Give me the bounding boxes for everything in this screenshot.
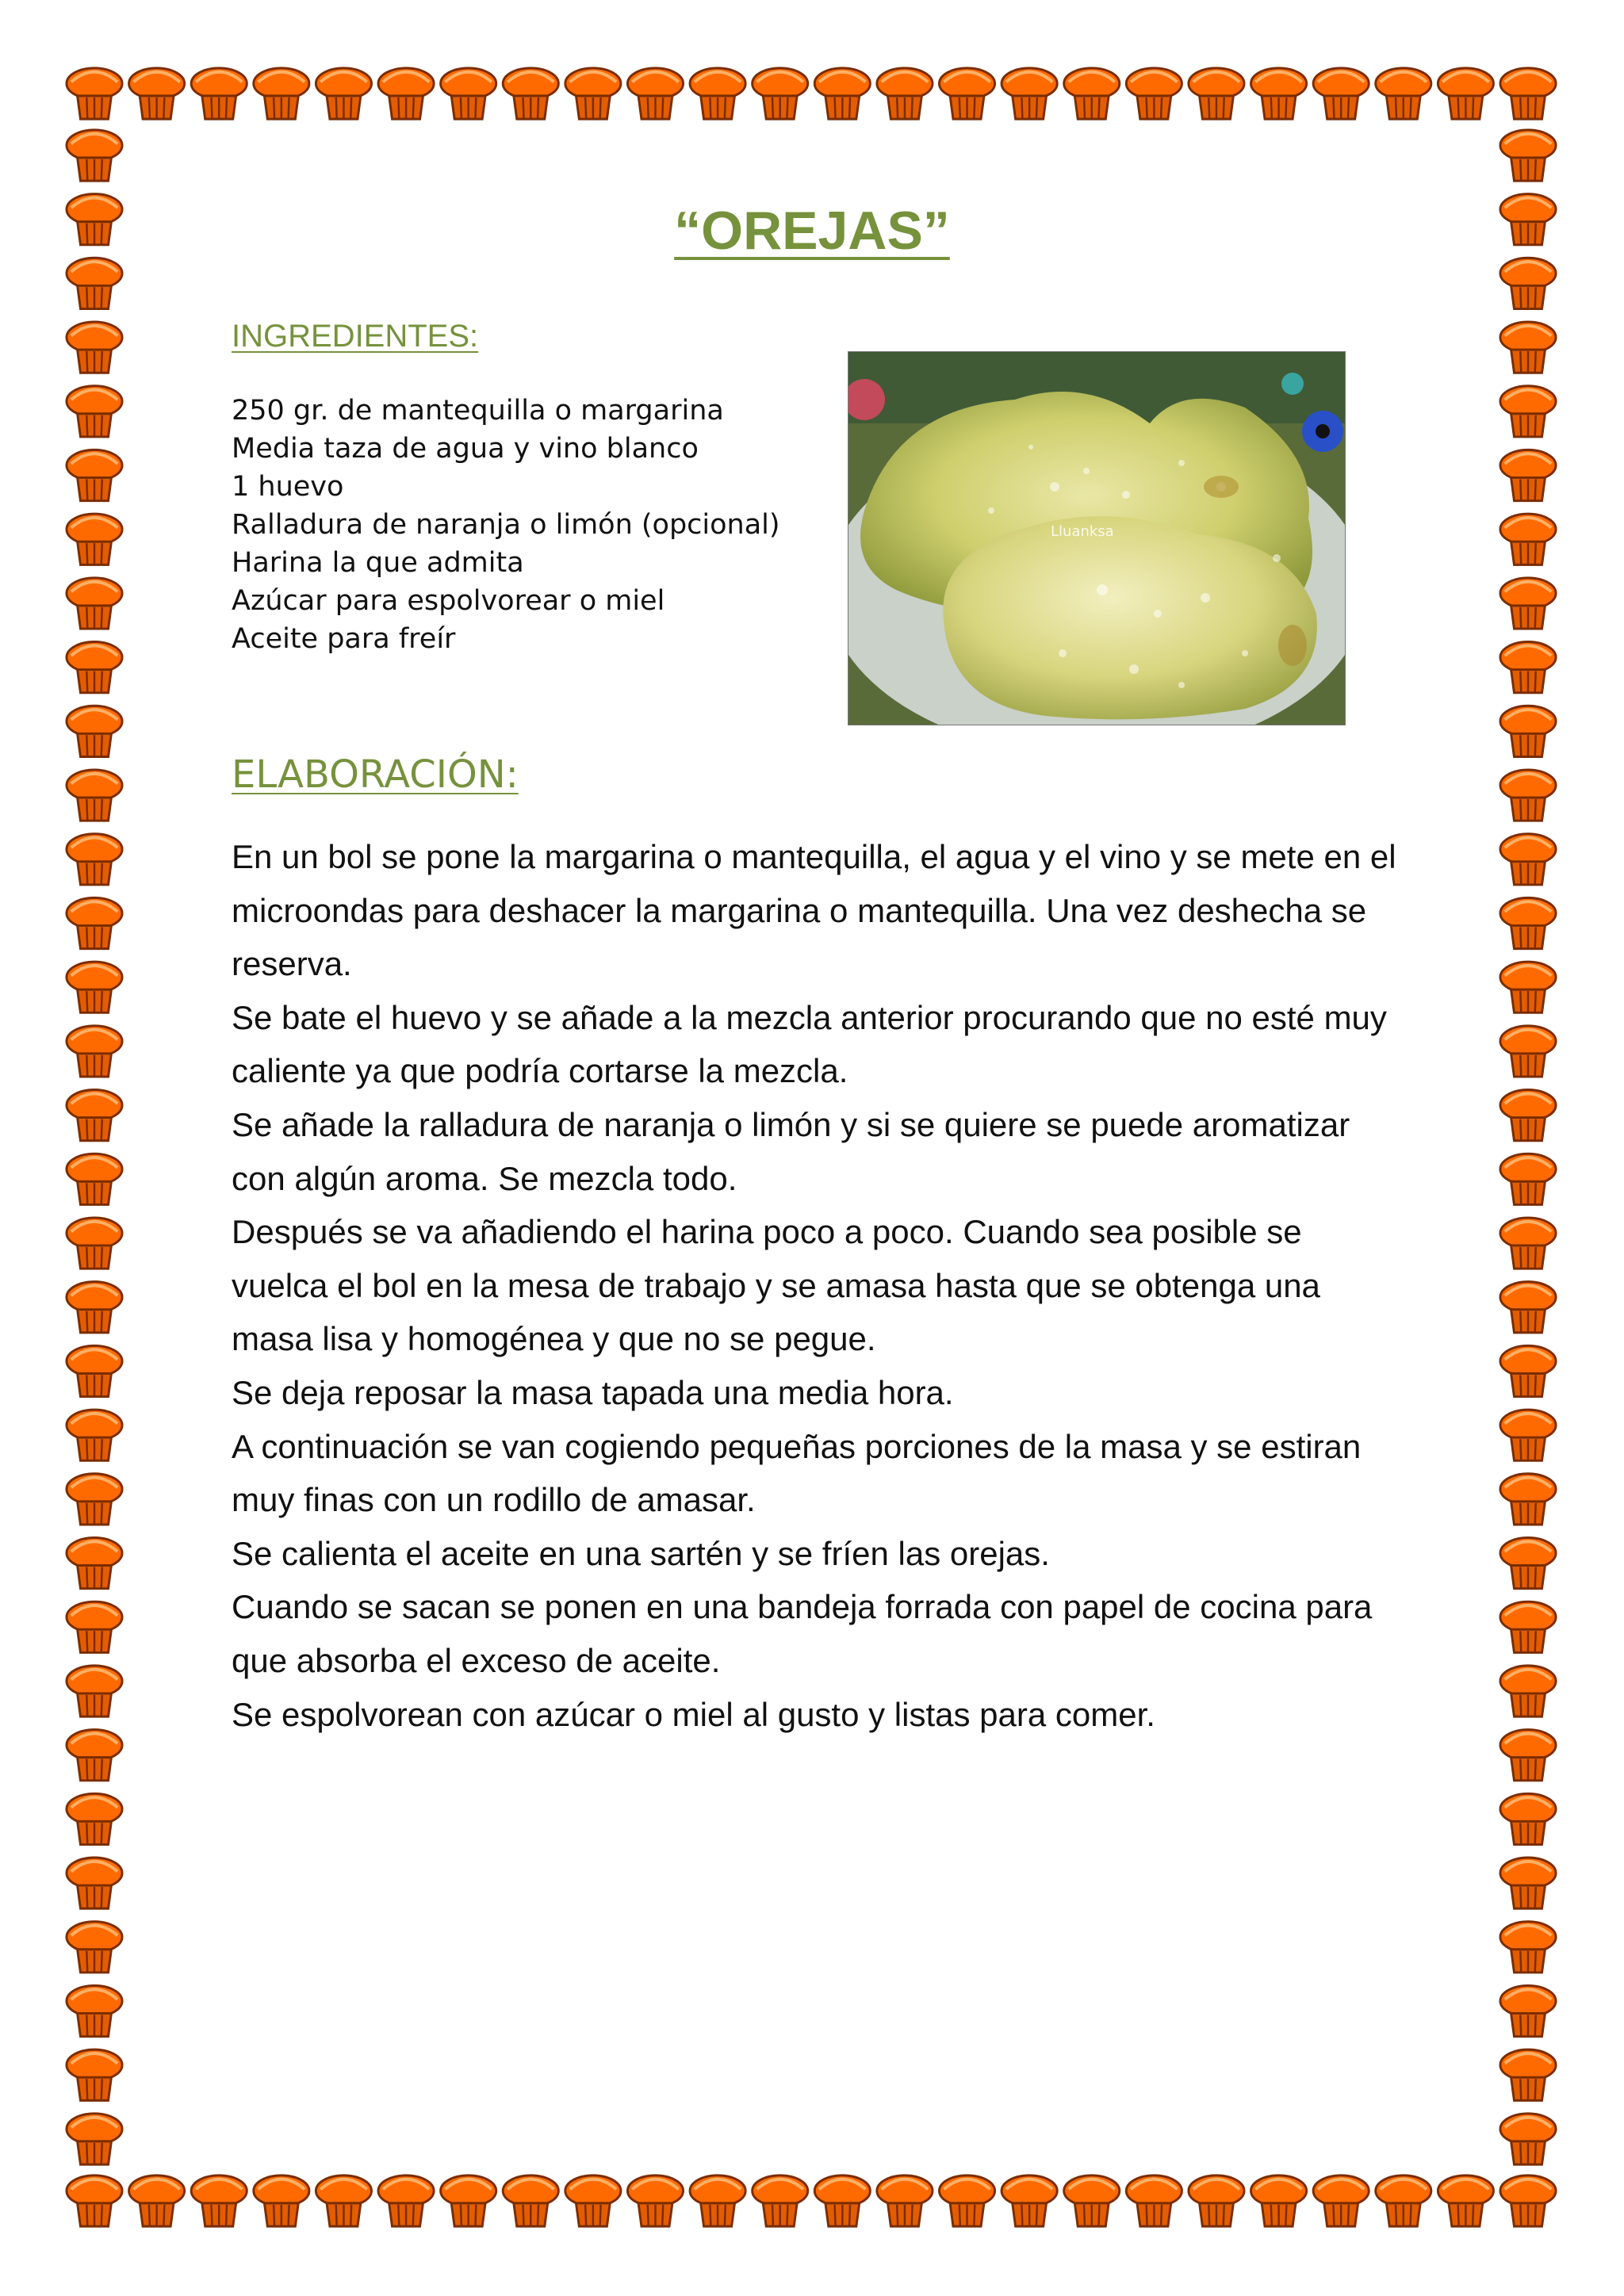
- cupcake-icon: [67, 68, 122, 119]
- step-paragraph: Se deja reposar la masa tapada una media hora.: [232, 1373, 954, 1411]
- step-paragraph: Cuando se sacan se ponen en una bandeja forrada con papel de cocina para que absorba el exceso de aceite.: [232, 1588, 1373, 1679]
- cupcake-icon: [67, 1730, 122, 1781]
- cupcake-icon: [1126, 68, 1182, 119]
- cupcake-icon: [565, 68, 621, 119]
- cupcake-icon: [191, 2175, 247, 2226]
- cupcake-icon: [1500, 1026, 1556, 1077]
- cupcake-icon: [316, 68, 371, 119]
- cupcake-icon: [1500, 1858, 1556, 1908]
- cupcake-icon: [67, 1666, 122, 1716]
- cupcake-icon: [1500, 770, 1556, 821]
- ingredient-item: 1 huevo: [232, 471, 344, 503]
- cupcake-icon: [1064, 2175, 1120, 2226]
- cupcake-icon: [67, 706, 122, 756]
- cupcake-icon: [1500, 834, 1556, 885]
- cupcake-icon: [67, 130, 122, 181]
- cupcake-icon: [1500, 2175, 1556, 2226]
- cupcake-icon: [1500, 1666, 1556, 1716]
- cupcake-icon: [129, 68, 185, 119]
- ingredient-item: Azúcar para espolvorear o miel: [232, 585, 665, 617]
- cupcake-icon: [503, 2175, 558, 2226]
- cupcake-icon: [565, 2175, 621, 2226]
- cupcake-icon: [378, 2175, 434, 2226]
- ingredient-item: Ralladura de naranja o limón (opcional): [232, 509, 780, 541]
- cupcake-icon: [877, 2175, 933, 2226]
- cupcake-icon: [1500, 68, 1556, 119]
- cupcake-icon: [690, 2175, 745, 2226]
- cupcake-icon: [1500, 706, 1556, 756]
- cupcake-icon: [1500, 962, 1556, 1012]
- cupcake-icon: [1500, 897, 1556, 948]
- cupcake-icon: [129, 2175, 185, 2226]
- cupcake-icon: [1500, 1601, 1556, 1652]
- step-paragraph: Se calienta el aceite en una sartén y se fríen las orejas.: [232, 1534, 1050, 1572]
- ingredient-item: Aceite para freír: [232, 623, 456, 655]
- cupcake-icon: [1002, 68, 1057, 119]
- cupcake-icon: [191, 68, 247, 119]
- step-paragraph: A continuación se van cogiendo pequeñas porciones de la masa y se estiran muy finas con un rodillo de amasar.: [232, 1427, 1362, 1519]
- cupcake-icon: [1064, 68, 1120, 119]
- cupcake-icon: [67, 1410, 122, 1460]
- cupcake-icon: [67, 770, 122, 821]
- cupcake-icon: [1126, 2175, 1182, 2226]
- cupcake-icon: [1500, 1793, 1556, 1844]
- cupcake-icon: [316, 2175, 371, 2226]
- cupcake-icon: [753, 2175, 808, 2226]
- cupcake-icon: [1500, 1345, 1556, 1396]
- cupcake-icon: [1313, 68, 1369, 119]
- cupcake-icon: [67, 1154, 122, 1204]
- cupcake-icon: [254, 2175, 309, 2226]
- cupcake-icon: [1251, 68, 1307, 119]
- cupcake-icon: [441, 68, 496, 119]
- cupcake-icon: [503, 68, 558, 119]
- cupcake-icon: [67, 2049, 122, 2100]
- cupcake-icon: [1500, 642, 1556, 693]
- cupcake-icon: [1500, 1474, 1556, 1525]
- ingredient-item: Media taza de agua y vino blanco: [232, 433, 699, 465]
- cupcake-icon: [1189, 68, 1244, 119]
- cupcake-icon: [67, 897, 122, 948]
- cupcake-icon: [1500, 514, 1556, 564]
- cupcake-icon: [1376, 68, 1431, 119]
- cupcake-icon: [67, 1922, 122, 1973]
- cupcake-icon: [1500, 1730, 1556, 1781]
- step-paragraph: Se bate el huevo y se añade a la mezcla anterior procurando que no esté muy caliente ya que podría cortarse la mezcla.: [232, 998, 1387, 1090]
- cupcake-icon: [67, 386, 122, 437]
- cupcake-icon: [67, 1474, 122, 1525]
- cupcake-icon: [1438, 2175, 1493, 2226]
- cupcake-icon: [67, 834, 122, 885]
- cupcake-icon: [67, 1537, 122, 1588]
- cupcake-icon: [939, 68, 994, 119]
- cupcake-icon: [67, 578, 122, 629]
- cupcake-icon: [1500, 1922, 1556, 1973]
- cupcake-icon: [67, 1089, 122, 1140]
- elaboration-steps: [232, 830, 1397, 1741]
- cupcake-icon: [67, 1345, 122, 1396]
- cupcake-icon: [67, 322, 122, 373]
- cupcake-icon: [67, 450, 122, 500]
- cupcake-icon: [67, 642, 122, 693]
- cupcake-icon: [378, 68, 434, 119]
- cupcake-icon: [627, 2175, 683, 2226]
- cupcake-icon: [67, 1601, 122, 1652]
- cupcake-icon: [627, 68, 683, 119]
- cupcake-icon: [1251, 2175, 1307, 2226]
- ingredient-item: Harina la que admita: [232, 547, 524, 579]
- cupcake-icon: [1500, 322, 1556, 373]
- cupcake-icon: [254, 68, 309, 119]
- step-paragraph: Se espolvorean con azúcar o miel al gusto y listas para comer.: [232, 1695, 1155, 1733]
- cupcake-icon: [67, 1985, 122, 2036]
- cupcake-icon: [1500, 2114, 1556, 2164]
- cupcake-icon: [67, 1282, 122, 1333]
- cupcake-icon: [67, 962, 122, 1012]
- cupcake-icon: [1500, 1154, 1556, 1204]
- photo-watermark: Lluanksa: [1051, 523, 1114, 540]
- cupcake-icon: [441, 2175, 496, 2226]
- cupcake-icon: [67, 2175, 122, 2226]
- cupcake-icon: [1500, 1537, 1556, 1588]
- cupcake-icon: [1500, 2049, 1556, 2100]
- cupcake-icon: [877, 68, 933, 119]
- cupcake-icon: [1500, 1218, 1556, 1269]
- cupcake-icon: [753, 68, 808, 119]
- cupcake-icon: [1500, 1410, 1556, 1460]
- ingredients-list: [232, 392, 780, 658]
- cupcake-icon: [67, 1026, 122, 1077]
- step-paragraph: Se añade la ralladura de naranja o limón y si se quiere se puede aromatizar con algún aroma. Se mezcla todo.: [232, 1105, 1350, 1197]
- step-paragraph: Después se va añadiendo el harina poco a poco. Cuando sea posible se vuelca el bol en la mesa de trabajo y se amasa hasta que se obtenga una masa lisa y homogénea y que no se pegue.: [232, 1213, 1320, 1358]
- cupcake-icon: [1500, 1985, 1556, 2036]
- cupcake-icon: [690, 68, 745, 119]
- cupcake-icon: [67, 1858, 122, 1908]
- cupcake-icon: [939, 2175, 994, 2226]
- cupcake-icon: [1002, 2175, 1057, 2226]
- ingredients-heading: INGREDIENTES:: [232, 319, 479, 354]
- cupcake-icon: [1500, 386, 1556, 437]
- elaboration-heading: ELABORACIÓN:: [232, 752, 519, 797]
- cupcake-icon: [814, 2175, 870, 2226]
- cupcake-icon: [1500, 1282, 1556, 1333]
- cupcake-icon: [67, 1793, 122, 1844]
- cupcake-icon: [67, 514, 122, 564]
- cupcake-icon: [1500, 578, 1556, 629]
- cupcake-icon: [1500, 130, 1556, 181]
- cupcake-icon: [1500, 450, 1556, 500]
- cupcake-icon: [1189, 2175, 1244, 2226]
- ingredient-item: 250 gr. de mantequilla o margarina: [232, 395, 724, 427]
- cupcake-icon: [1438, 68, 1493, 119]
- cupcake-icon: [1500, 1089, 1556, 1140]
- recipe-title: “OREJAS”: [674, 201, 950, 261]
- cupcake-icon: [1313, 2175, 1369, 2226]
- cupcake-icon: [1376, 2175, 1431, 2226]
- cupcake-icon: [67, 1218, 122, 1269]
- step-paragraph: En un bol se pone la margarina o mantequilla, el agua y el vino y se mete en el microondas para deshacer la margarina o mantequilla. Una vez deshecha se reserva.: [232, 838, 1396, 983]
- cupcake-icon: [814, 68, 870, 119]
- cupcake-icon: [67, 2114, 122, 2164]
- orejas-photo: [848, 351, 1346, 725]
